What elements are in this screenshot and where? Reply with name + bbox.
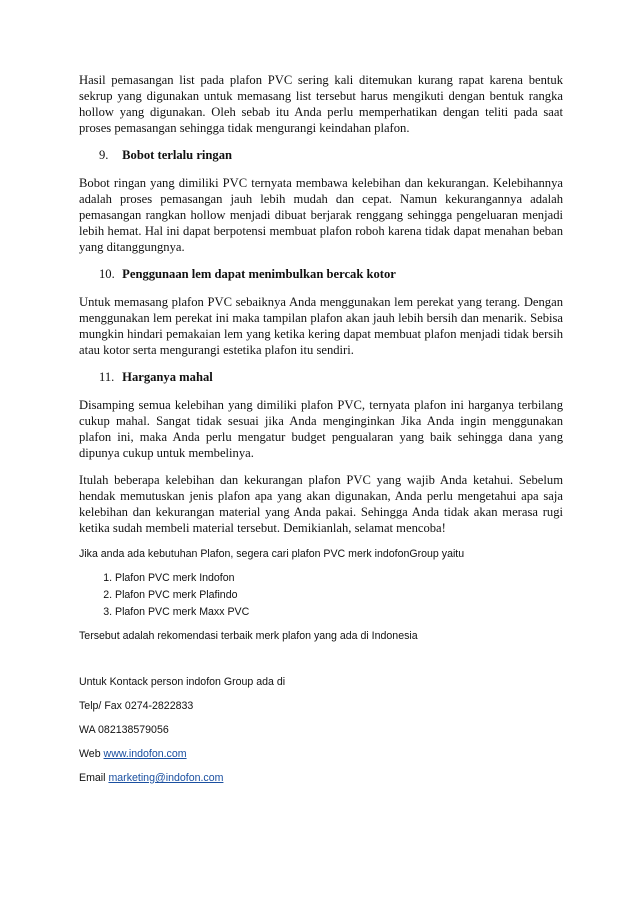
contact-web [79,747,563,761]
brand-list [79,571,563,619]
spacer [79,653,563,675]
email-label: Email [79,772,106,784]
list-item: 2. Plafon PVC merk Plafindo [115,588,563,602]
contact-wa: WA 082138579056 [79,724,169,736]
contact-email [79,771,563,785]
heading-number: 11. [99,370,115,384]
heading-bobot-ringan [99,147,563,163]
paragraph-bobot-ringan: Bobot ringan yang dimiliki PVC ternyata membawa kelebihan dan kekurangan. Kelebihannya adalah proses pemasangan jauh lebih mudah dan cepat. Namun kekurangannya adalah pemasangan rangkan hollow menjadi dibuat berjarak renggang sehingga pengeluaran menjadi lebih hemat. Hal ini dapat berpotensi membuat plafon roboh karena tidak dapat menahan beban yang ditanggungnya. [79,176,563,254]
email-link[interactable]: marketing@indofon.com [108,772,224,784]
contact-title: Untuk Kontack person indofon Group ada di [79,676,286,688]
heading-title: Bobot terlalu ringan [122,148,233,162]
heading-number: 10. [99,267,115,281]
web-label: Web [79,748,101,760]
heading-lem-bercak [99,266,563,282]
heading-number: 9. [99,148,109,162]
paragraph-list-installation: Hasil pemasangan list pada plafon PVC sering kali ditemukan kurang rapat karena bentuk sekrup yang digunakan untuk memasang list tersebut harus mengikuti dengan bentuk rangka hollow yang digunakan. Oleh sebab itu Anda perlu memperhatikan dengan teliti pada saat proses pemasangan sehingga tidak mengurangi keindahan plafon. [79,73,563,135]
heading-title: Penggunaan lem dapat menimbulkan bercak kotor [122,267,396,281]
recommendation-line: Tersebut adalah rekomendasi terbaik merk plafon yang ada di Indonesia [79,630,418,642]
contact-telp: Telp/ Fax 0274-2822833 [79,700,194,712]
heading-harga-mahal [99,369,563,385]
web-link[interactable]: www.indofon.com [103,748,187,760]
paragraph-conclusion: Itulah beberapa kelebihan dan kekurangan plafon PVC yang wajib Anda ketahui. Sebelum hendak memutuskan jenis plafon apa yang akan digunakan, Anda perlu mengetahui apa saja kelebihan dan kekurangan material yang Anda pakai. Sehingga Anda tidak akan merasa rugi ketika sudah membeli material tersebut. Demikianlah, selamat mencoba! [79,473,563,535]
heading-title: Harganya mahal [122,370,213,384]
paragraph-lem-perekat: Untuk memasang plafon PVC sebaiknya Anda menggunakan lem perekat yang terang. Dengan menggunakan lem perekat ini maka tampilan plafon akan jauh lebih bersih dan menarik. Sebisa mungkin hindari pemakaian lem yang ketika kering dapat membuat plafon menjadi tidak bersih atau kotor serta mengurangi estetika plafon itu sendiri. [79,295,563,357]
document-body [79,72,563,795]
list-item: 3. Plafon PVC merk Maxx PVC [115,605,563,619]
intro-line: Jika anda ada kebutuhan Plafon, segera cari plafon PVC merk indofonGroup yaitu [79,548,465,560]
paragraph-harga: Disamping semua kelebihan yang dimiliki plafon PVC, ternyata plafon ini harganya terbilang cukup mahal. Sangat tidak sesuai jika Anda menginginkan Jika Anda ingin menggunakan plafon ini, maka Anda perlu mengatur budget pengualaran yang baik sehingga dana yang dipunya cukup untuk membelinya. [79,398,563,460]
list-item: 1. Plafon PVC merk Indofon [115,571,563,585]
